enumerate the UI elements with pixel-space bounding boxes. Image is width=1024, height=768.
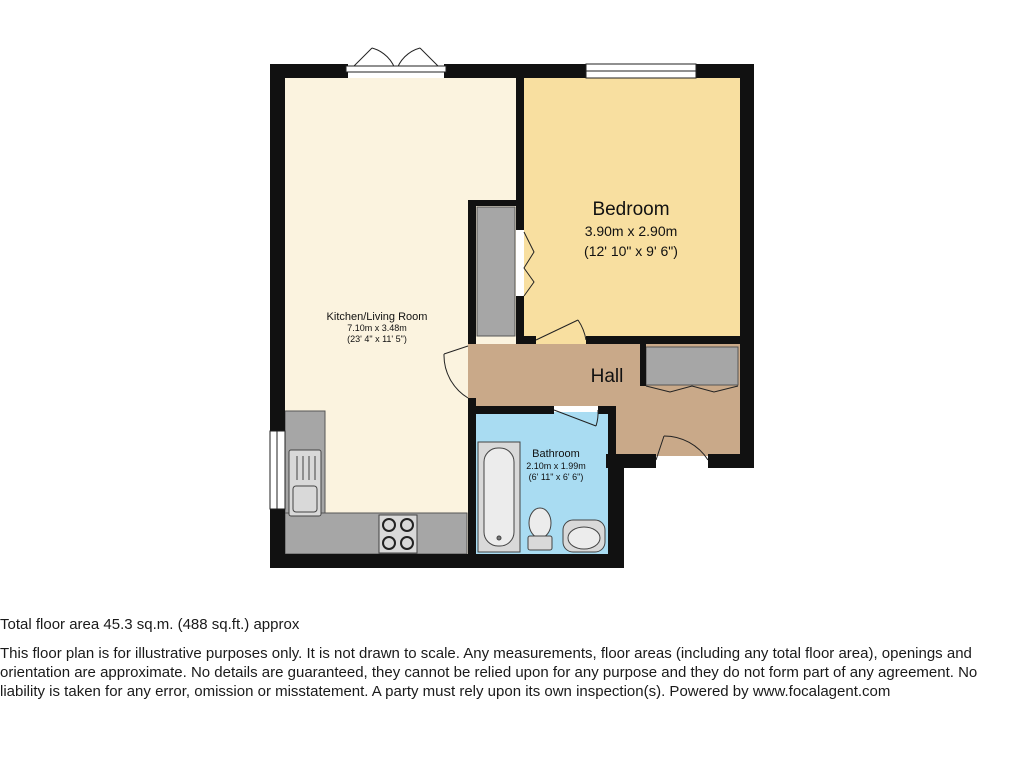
disclaimer-text: This floor plan is for illustrative purposes only. It is not drawn to scale. Any measurements, floor areas (including any total floor area), openings and orientation are approximate. No details are guaranteed, they cannot be relied upon for any purpose and they do not form part of any agreement. No liability is taken for any error, omission or misstatement. A party must rely upon its own inspection(s). Powered by www.focalagent.com xyxy=(0,645,978,700)
bedroom-dimensions-metric: 3.90m x 2.90m xyxy=(584,223,678,239)
bedroom-window xyxy=(586,64,696,78)
toilet-icon xyxy=(528,508,552,550)
bathroom-dimensions-imperial: (6' 11" x 6' 6") xyxy=(528,472,584,482)
sink-icon xyxy=(289,450,321,516)
kitchen-window xyxy=(270,431,285,509)
hob-icon xyxy=(379,515,417,553)
basin-icon xyxy=(563,520,605,552)
bath-icon xyxy=(478,442,520,552)
kitchen-dimensions-metric: 7.10m x 3.48m xyxy=(347,323,407,333)
bedroom-name: Bedroom xyxy=(592,199,670,220)
total-floor-area: Total floor area 45.3 sq.m. (488 sq.ft.) approx xyxy=(0,616,300,633)
kitchen-dimensions-imperial: (23' 4" x 11' 5") xyxy=(347,334,407,344)
bedroom-wardrobe xyxy=(477,207,515,336)
bathroom-name: Bathroom xyxy=(532,448,580,460)
kitchen-name: Kitchen/Living Room xyxy=(326,311,428,323)
hall-name: Hall xyxy=(590,366,624,387)
bedroom-dimensions-imperial: (12' 10" x 9' 6") xyxy=(584,243,678,259)
hall-cupboard xyxy=(646,347,738,385)
bathroom-dimensions-metric: 2.10m x 1.99m xyxy=(526,461,586,471)
